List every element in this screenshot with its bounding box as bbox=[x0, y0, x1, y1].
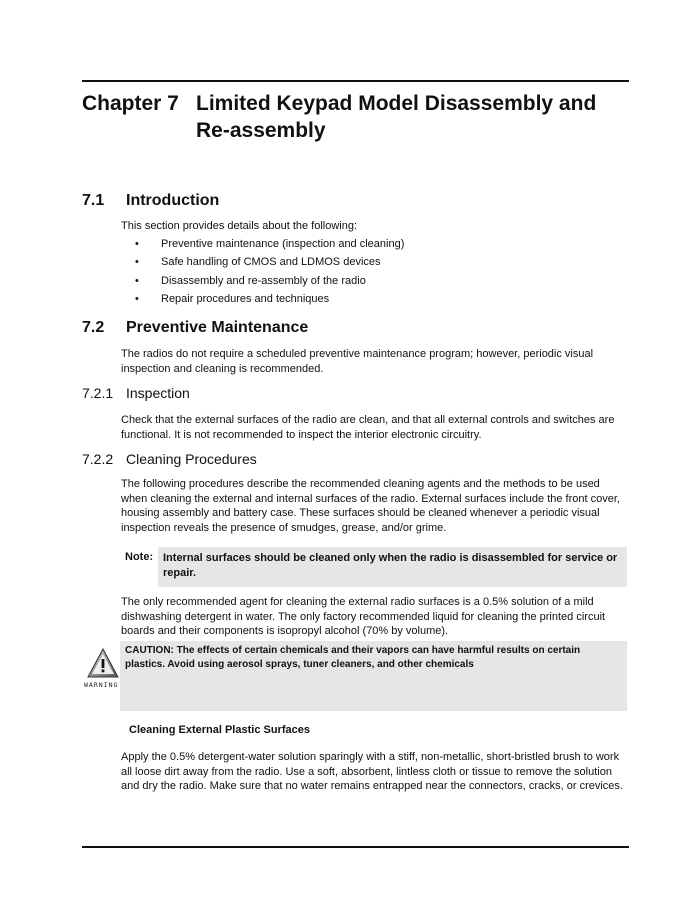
caution-text: CAUTION: The effects of certain chemicals and their vapors can have harmful results on certain plastics. Avoid using aerosol sprays, tuner cleaners, and other chemicals bbox=[125, 645, 581, 670]
caution-callout bbox=[120, 641, 627, 711]
list-item: • Safe handling of CMOS and LDMOS devices bbox=[135, 256, 381, 269]
intro-bullet-list bbox=[121, 237, 404, 310]
section-title: Inspection bbox=[126, 385, 190, 401]
note-text: Internal surfaces should be cleaned only when the radio is disassembled for service or repair. bbox=[163, 552, 618, 579]
list-item: • Repair procedures and techniques bbox=[135, 292, 330, 305]
bullet-icon: • bbox=[135, 292, 139, 305]
warning-triangle-icon bbox=[87, 648, 119, 678]
subsection-heading-external-plastic: Cleaning External Plastic Surfaces bbox=[129, 724, 310, 736]
chapter-title: Limited Keypad Model Disassembly and Re-assembly bbox=[196, 92, 597, 142]
section-heading-7-2 bbox=[82, 319, 308, 337]
cleaning-paragraph: The following procedures describe the recommended cleaning agents and the methods to be used when cleaning the external and internal surfaces of the radio. External surfaces include the front cover, housing assembly and battery case. These surfaces should be cleaned whenever a periodic visual inspection reveals the presence of smudges, grease, and/or grime. bbox=[121, 478, 620, 534]
note-label: Note: bbox=[125, 551, 154, 563]
bullet-icon: • bbox=[135, 238, 139, 250]
section-title: Cleaning Procedures bbox=[126, 451, 257, 467]
bullet-icon: • bbox=[135, 256, 139, 269]
section-number: 7.2.2 bbox=[82, 451, 114, 467]
section-number: 7.1 bbox=[82, 192, 105, 209]
note-callout bbox=[158, 547, 627, 587]
warning-label: WARNING bbox=[84, 681, 119, 689]
section-heading-7-2-2 bbox=[82, 451, 257, 467]
section-number: 7.2 bbox=[82, 319, 105, 336]
chapter-number: Chapter 7 bbox=[82, 92, 179, 115]
section-number: 7.2.1 bbox=[82, 385, 114, 401]
maintenance-paragraph: The radios do not require a scheduled preventive maintenance program; however, periodic visual inspection and cleaning is recommended. bbox=[121, 348, 594, 375]
external-cleaning-paragraph: Apply the 0.5% detergent-water solution sparingly with a stiff, non-metallic, short-bristled brush to work all loose dirt away from the radio. Use a soft, absorbent, lintless cloth or tissue to remove the solution and dry the radio. Make sure that no water remains entrapped near the connectors, cracks, or crevices. bbox=[121, 751, 623, 792]
intro-paragraph: This section provides details about the following: bbox=[121, 220, 358, 232]
section-heading-7-1 bbox=[82, 192, 219, 210]
list-item: • Disassembly and re-assembly of the radio bbox=[135, 274, 366, 287]
top-rule bbox=[82, 80, 629, 82]
section-heading-7-2-1 bbox=[82, 385, 190, 401]
section-title: Introduction bbox=[126, 192, 220, 209]
bottom-rule bbox=[82, 846, 629, 848]
cleaning-agent-paragraph: The only recommended agent for cleaning the external radio surfaces is a 0.5% solution of a mild dishwashing detergent in water. The only factory recommended liquid for cleaning the printed circuit boards and their components is isopropyl alcohol (70% by volume). bbox=[121, 596, 606, 637]
list-item: • Preventive maintenance (inspection and cleaning) bbox=[135, 238, 405, 250]
bullet-icon: • bbox=[135, 274, 139, 287]
section-title: Preventive Maintenance bbox=[126, 319, 309, 336]
inspection-paragraph: Check that the external surfaces of the radio are clean, and that all external controls and switches are functional. It is not recommended to inspect the interior electronic circuitry. bbox=[121, 414, 615, 441]
